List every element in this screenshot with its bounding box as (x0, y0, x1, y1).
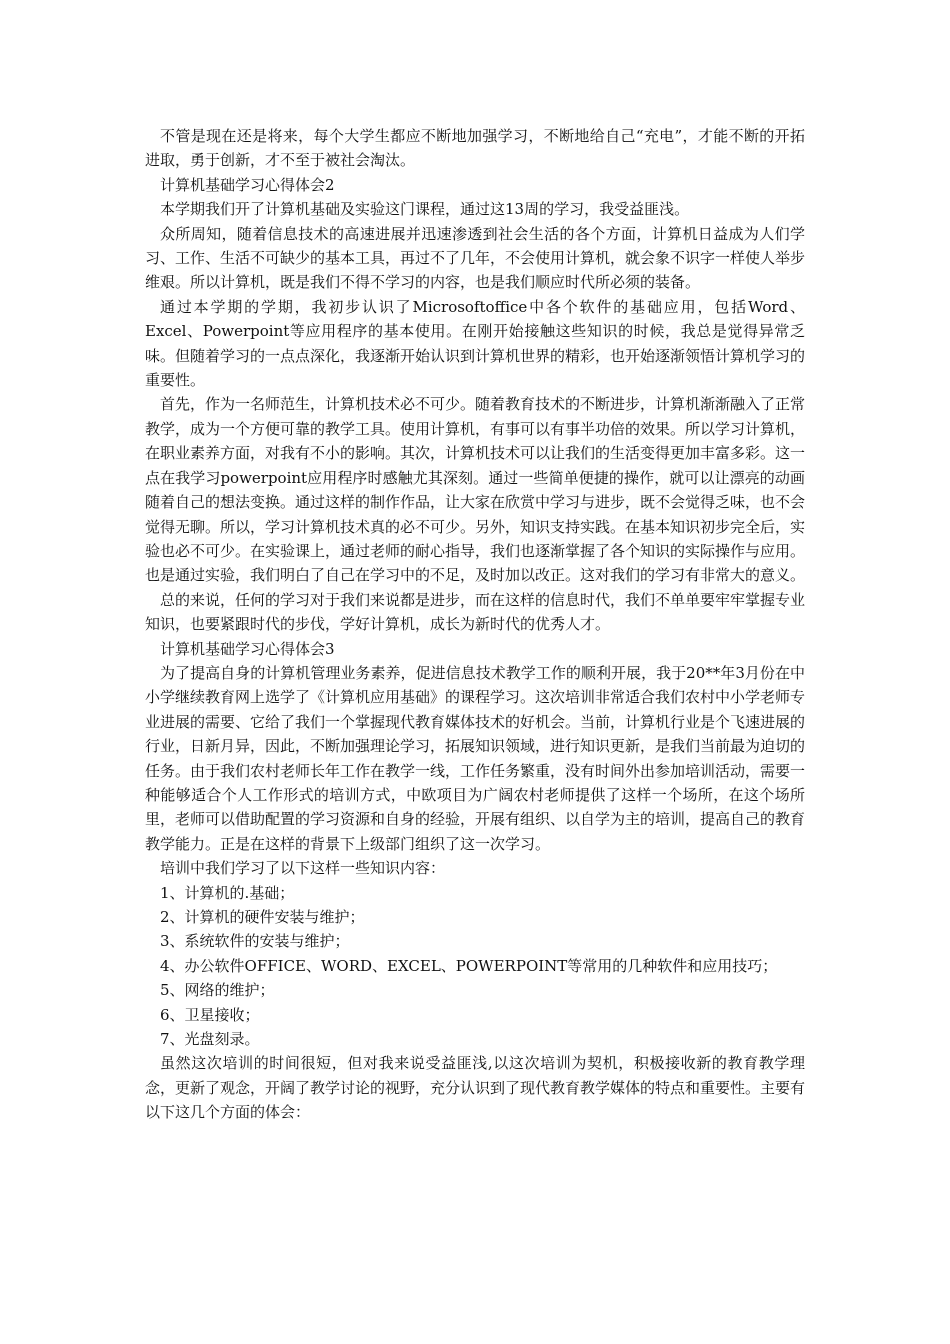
list-item: 2、计算机的硬件安装与维护； (160, 908, 365, 926)
paragraph: 为了提高自身的计算机管理业务素养，促进信息技术教学工作的顺利开展，我于20**年3月份在中小学继续教育网上选学了《计算机应用基础》的课程学习。这次培训非常适合我们农村中小学老师专业进展的需要、它给了我们一个掌握现代教育媒体技术的好机会。当前，计算机行业是个飞速进展的行业，日新月异，因此，不断加强理论学习，拓展知识领域，进行知识更新，是我们当前最为迫切的任务。由于我们农村老师长年工作在教学一线，工作任务繁重，没有时间外出参加培训活动，需要一种能够适合个人工作形式的培训方式，中欧项目为广阔农村老师提供了这样一个场所，在这个场所里，老师可以借助配置的学习资源和自身的经验，开展有组织、以自学为主的培训，提高自己的教育教学能力。正是在这样的背景下上级部门组织了这一次学习。 (145, 663, 806, 853)
paragraph: 众所周知，随着信息技术的高速进展并迅速渗透到社会生活的各个方面，计算机日益成为人们学习、工作、生活不可缺少的基本工具，再过不了几年，不会使用计算机，就会象不识字一样使人举步维艰。所以计算机，既是我们不得不学习的内容，也是我们顺应时代所必须的装备。 (145, 224, 806, 292)
list-item: 7、光盘刻录。 (160, 1030, 260, 1049)
list-item: 6、卫星接收； (160, 1005, 260, 1024)
paragraph: 培训中我们学习了以下这样一些知识内容： (160, 859, 446, 878)
section-heading: 计算机基础学习心得体会2 (160, 175, 335, 194)
paragraph: 本学期我们开了计算机基础及实验这门课程，通过这13周的学习，我受益匪浅。 (160, 200, 690, 219)
section-heading: 计算机基础学习心得体会3 (160, 639, 335, 658)
paragraph: 总的来说，任何的学习对于我们来说都是进步，而在这样的信息时代，我们不单单要牢牢掌握专业知识，也要紧跟时代的步伐，学好计算机，成长为新时代的优秀人才。 (145, 590, 806, 634)
list-item: 3、系统软件的安装与维护； (160, 932, 350, 951)
paragraph: 虽然这次培训的时间很短，但对我来说受益匪浅,以这次培训为契机，积极接收新的教育教学理念，更新了观念，开阔了教学讨论的视野，充分认识到了现代教育教学媒体的特点和重要性。主要有以下这几个方面的体会： (145, 1054, 806, 1122)
paragraph: 首先，作为一名师范生，计算机技术必不可少。随着教育技术的不断进步，计算机渐渐融入了正常教学，成为一个方便可靠的教学工具。使用计算机，有事可以有事半功倍的效果。所以学习计算机，在职业素养方面，对我有不小的影响。其次，计算机技术可以让我们的生活变得更加丰富多彩。这一点在我学习powerpoint应用程序时感触尤其深刻。通过一些简单便捷的操作，就可以让漂亮的动画随着自己的想法变换。通过这样的制作作品，让大家在欣赏中学习与进步，既不会觉得乏味，也不会觉得无聊。所以，学习计算机技术真的必不可少。另外，知识支持实践。在基本知识初步完全后，实验也必不可少。在实验课上，通过老师的耐心指导，我们也逐渐掌握了各个知识的实际操作与应用。也是通过实验，我们明白了自己在学习中的不足，及时加以改正。这对我们的学习有非常大的意义。 (145, 395, 806, 585)
list-item: 5、网络的维护； (160, 981, 275, 1000)
document-body (145, 124, 805, 1125)
list-item: 4、办公软件OFFICE、WORD、EXCEL、POWERPOINT等常用的几种软件和应用技巧； (160, 956, 778, 975)
list-item: 1、计算机的.基础； (160, 883, 295, 902)
paragraph: 不管是现在还是将来，每个大学生都应不断地加强学习，不断地给自己“充电”，才能不断的开拓进取，勇于创新，才不至于被社会淘汰。 (145, 127, 805, 170)
paragraph: 通过本学期的学期，我初步认识了Microsoftoffice中各个软件的基础应用，包括Word、Excel、Powerpoint等应用程序的基本使用。在刚开始接触这些知识的时候，我总是觉得异常乏味。但随着学习的一点点深化，我逐渐开始认识到计算机世界的精彩，也开始逐渐领悟计算机学习的重要性。 (145, 297, 806, 390)
